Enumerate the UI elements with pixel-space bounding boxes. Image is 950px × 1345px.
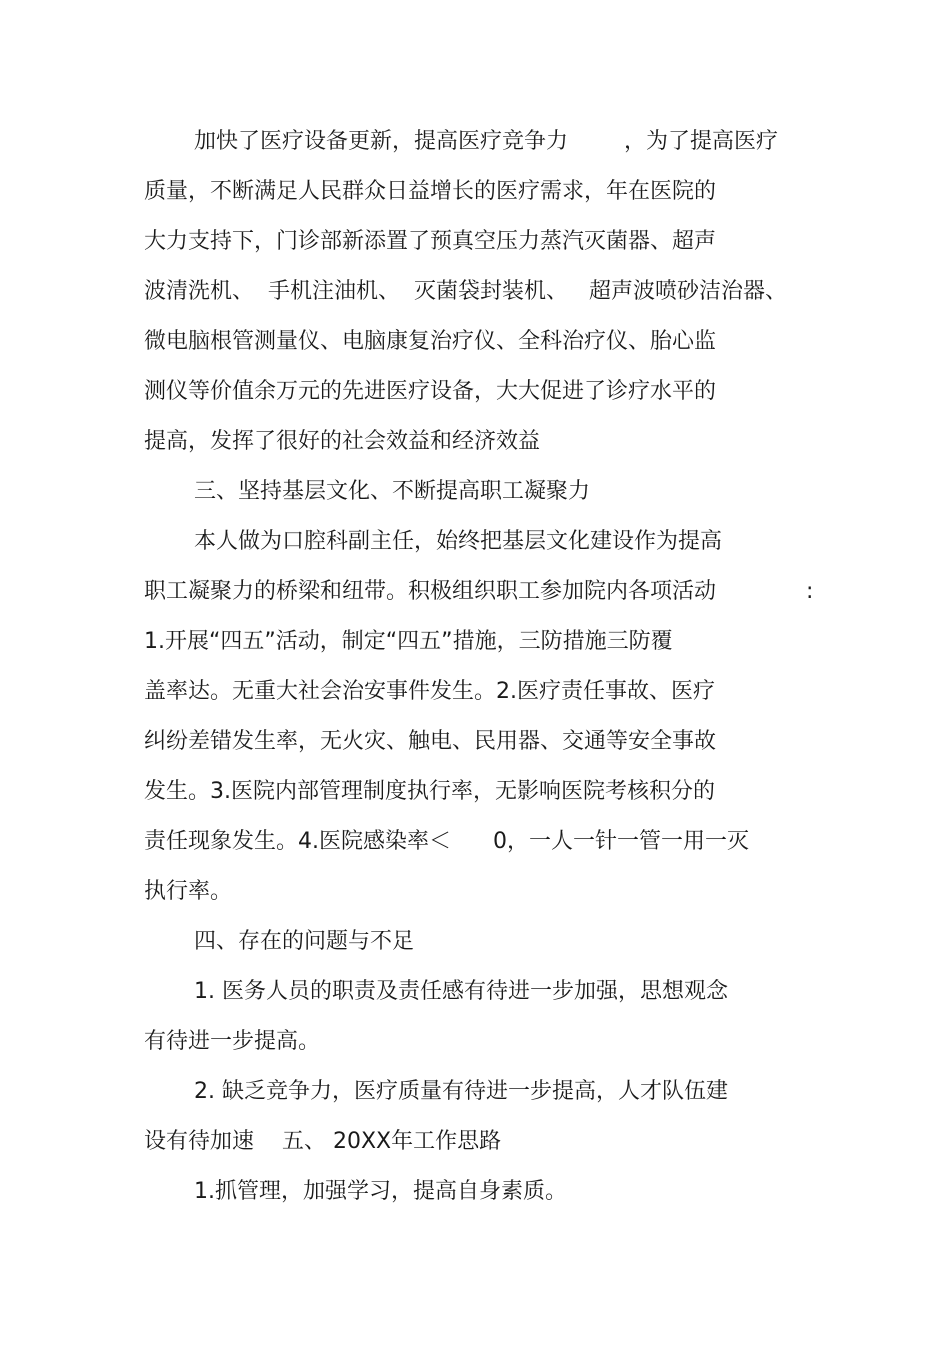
text-line: 设有待加速 五、 20XX年工作思路 [144,1129,502,1154]
section-heading: 三、坚持基层文化、不断提高职工凝聚力 [194,479,591,504]
section-heading: 四、存在的问题与不足 [194,929,415,954]
text-line: 纠纷差错发生率，无火灾、触电、民用器、交通等安全事故 [144,729,717,754]
text-line: 微电脑根管测量仪、电脑康复治疗仪、全科治疗仪、胎心监 [144,329,717,354]
text-line: 执行率。 [144,879,233,904]
text-line: 1. 医务人员的职责及责任感有待进一步加强，思想观念 [194,979,728,1004]
text-line: : [806,579,814,604]
text-line: 盖率达。无重大社会治安事件发生。2.医疗责任事故、医疗 [144,679,715,704]
text-line: 职工凝聚力的桥梁和纽带。积极组织职工参加院内各项活动 [144,579,717,604]
text-line: 波清洗机、 手机注油机、 灭菌袋封装机、 超声波喷砂洁治器、 [144,279,787,304]
text-line: 质量，不断满足人民群众日益增长的医疗需求，年在医院的 [144,179,717,204]
text-line: 有待进一步提高。 [144,1029,321,1054]
text-line: 责任现象发生。4.医院感染率＜ 0，一人一针一管一用一灭 [144,829,749,854]
text-line: 本人做为口腔科副主任，始终把基层文化建设作为提高 [194,529,723,554]
text-line: 加快了医疗设备更新，提高医疗竞争力 ，为了提高医疗 [194,129,778,154]
text-line: 发生。3.医院内部管理制度执行率，无影响医院考核积分的 [144,779,715,804]
text-line: 1.抓管理，加强学习，提高自身素质。 [194,1179,567,1204]
text-line: 1.开展“四五”活动，制定“四五”措施，三防措施三防覆 [144,629,673,654]
text-line: 2. 缺乏竞争力，医疗质量有待进一步提高，人才队伍建 [194,1079,728,1104]
text-line: 大力支持下，门诊部新添置了预真空压力蒸汽灭菌器、超声 [144,229,717,254]
text-line: 提高，发挥了很好的社会效益和经济效益 [144,429,541,454]
text-line: 测仪等价值余万元的先进医疗设备，大大促进了诊疗水平的 [144,379,717,404]
